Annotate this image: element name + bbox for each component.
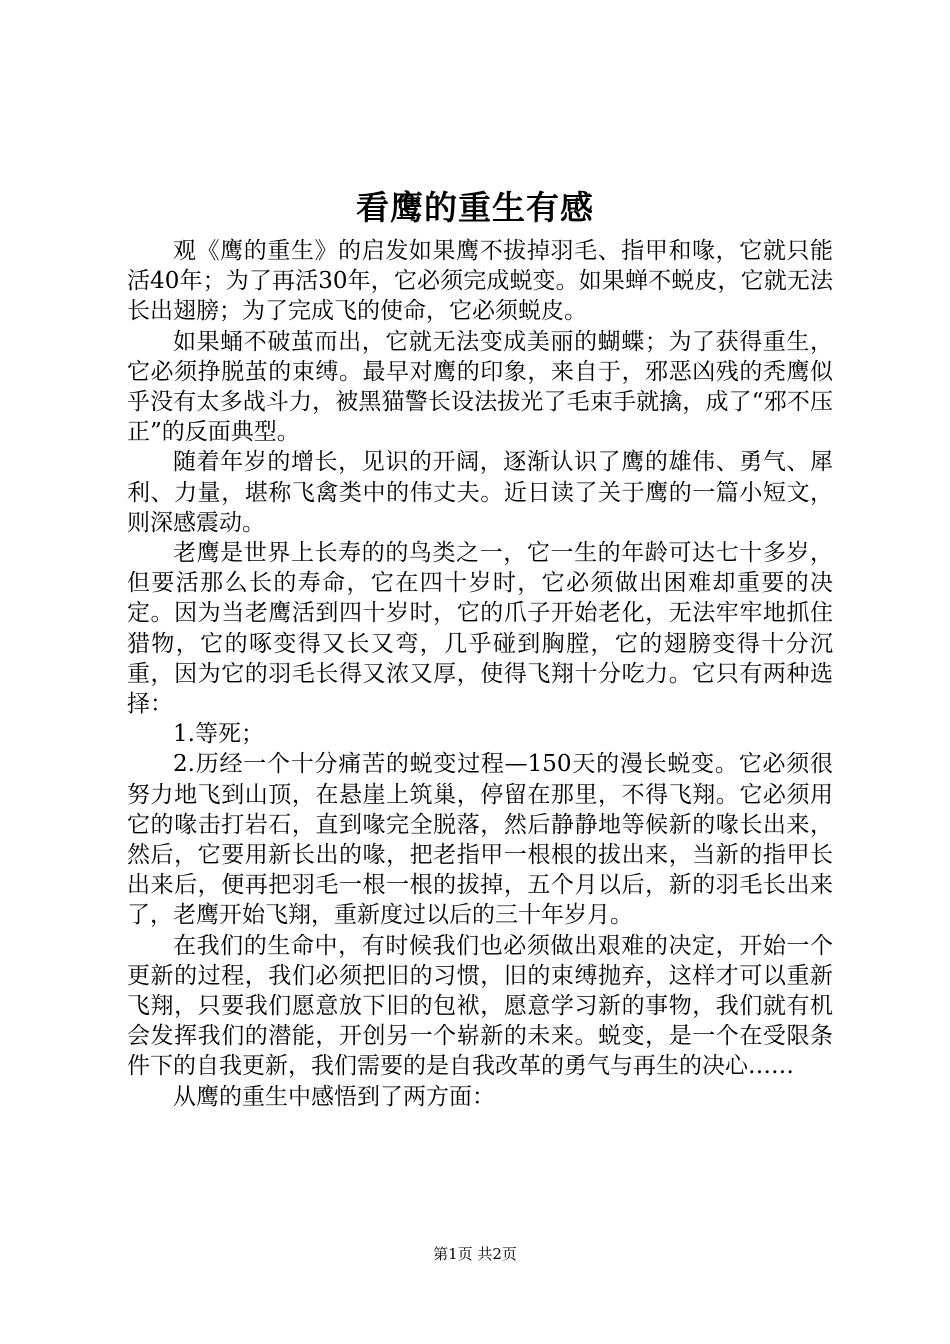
list-item: 1.等死； [173,721,264,748]
paragraph: 如果蛹不破茧而出，它就无法变成美丽的蝴蝶；为了获得重生，它必须挣脱茧的束缚。最早对鹰的印象，来自于，邪恶凶残的秃鹰似乎没有太多战斗力，被黑猫警长设法拔光了毛束手就擒，成了“邪不压正”的反面典型。 [127,328,833,446]
paragraph: 从鹰的重生中感悟到了两方面： [173,1083,495,1110]
paragraph: 老鹰是世界上长寿的的鸟类之一，它一生的年龄可达七十多岁，但要活那么长的寿命，它在四十岁时，它必须做出困难却重要的决定。因为当老鹰活到四十岁时，它的爪子开始老化，无法牢牢地抓住猎物，它的啄变得又长又弯，几乎碰到胸膛，它的翅膀变得十分沉重，因为它的羽毛长得又浓又厚，使得飞翔十分吃力。它只有两种选择： [127,540,833,718]
paragraph: 随着年岁的增长，见识的开阔，逐渐认识了鹰的雄伟、勇气、犀利、力量，堪称飞禽类中的伟丈夫。近日读了关于鹰的一篇小短文，则深感震动。 [127,449,833,536]
document-body [127,236,833,1112]
document-title: 看鹰的重生有感 [356,188,594,227]
paragraph: 在我们的生命中，有时候我们也必须做出艰难的决定，开始一个更新的过程，我们必须把旧的习惯，旧的束缚抛弃，这样才可以重新飞翔，只要我们愿意放下旧的包袱，愿意学习新的事物，我们就有机会发挥我们的潜能，开创另一个崭新的未来。蜕变，是一个在受限条件下的自我更新，我们需要的是自我改革的勇气与再生的决心…… [127,932,833,1080]
page-footer: 第1页 共2页 [433,1245,517,1263]
list-item: 2.历经一个十分痛苦的蜕变过程—150天的漫长蜕变。它必须很努力地飞到山顶，在悬崖上筑巢，停留在那里，不得飞翔。它必须用它的喙击打岩石，直到喙完全脱落，然后静静地等候新的喙长出来，然后，它要用新长出的喙，把老指甲一根根的拔出来，当新的指甲长出来后，便再把羽毛一根一根的拔掉，五个月以后，新的羽毛长出来了，老鹰开始飞翔，重新度过以后的三十年岁月。 [127,751,833,929]
paragraph: 观《鹰的重生》的启发如果鹰不拔掉羽毛、指甲和喙，它就只能活40年；为了再活30年，它必须完成蜕变。如果蝉不蜕皮，它就无法长出翅膀；为了完成飞的使命，它必须蜕皮。 [127,238,833,325]
